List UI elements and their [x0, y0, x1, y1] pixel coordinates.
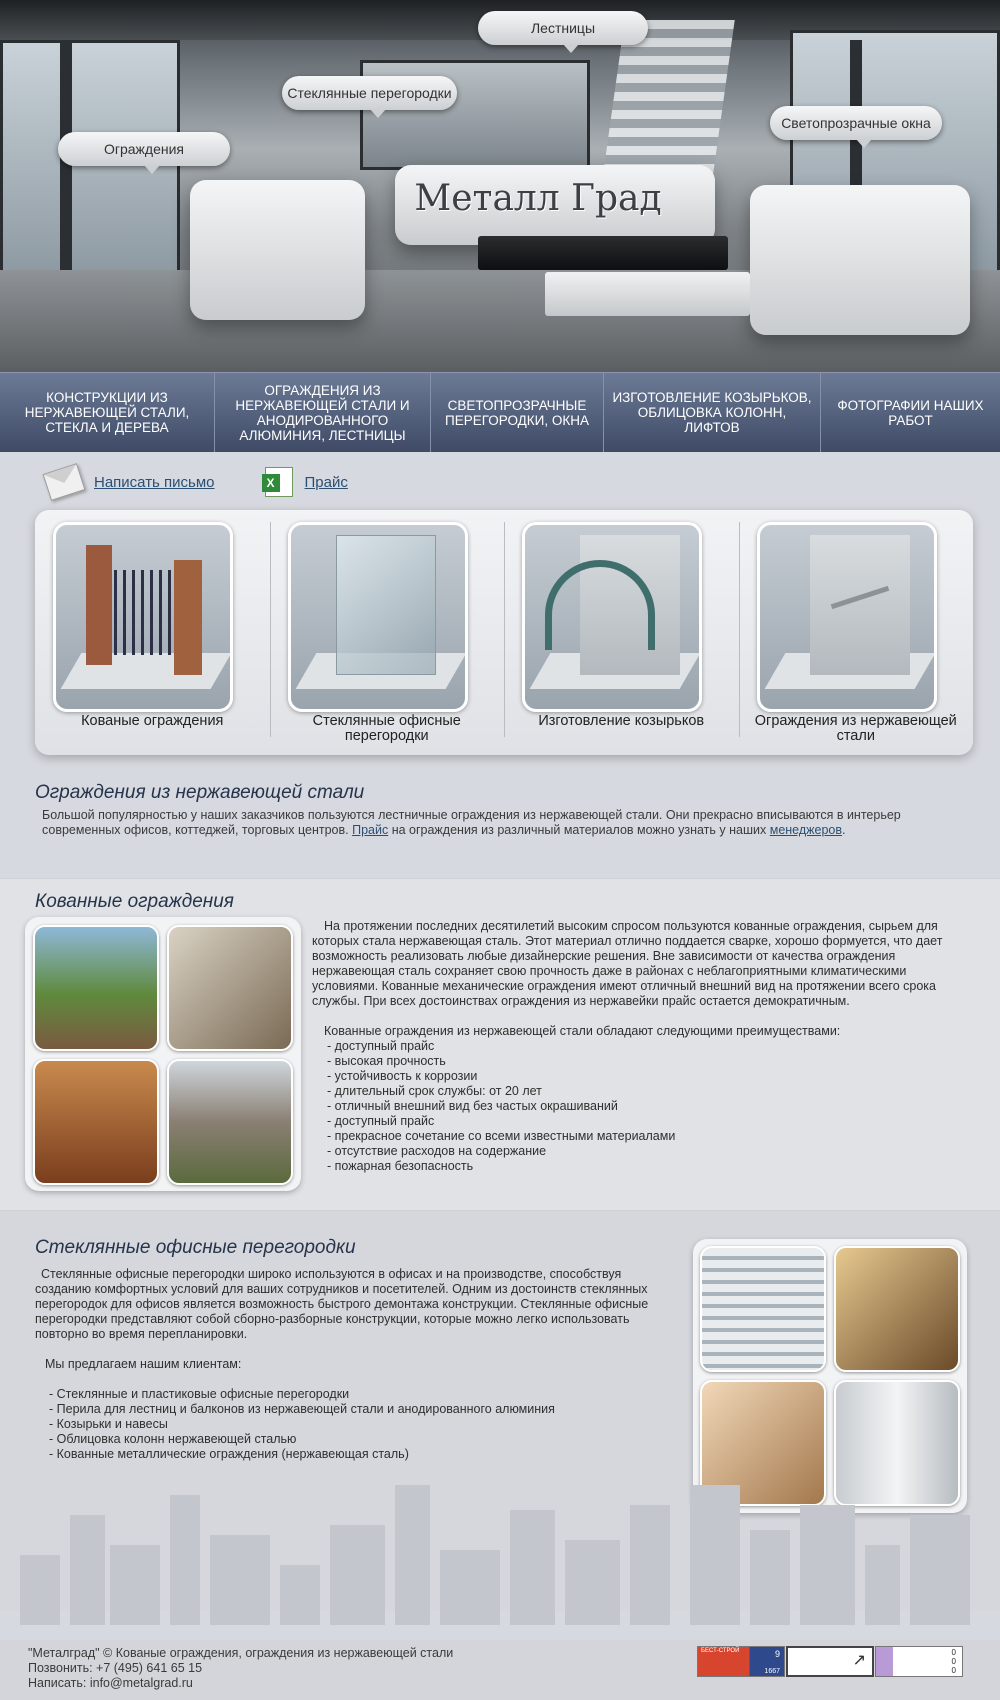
gallery-photo[interactable]	[700, 1246, 826, 1372]
section-text: На протяжении последних десятилетий высоким спросом пользуются кованные ограждения, сырьем для которых стала нержавеющая сталь. Этот материал отлично поддается сварке, хорошо формуется, что дает возможность реализовать любые дизайнерские решения. Вне зависимости от качества ограждения нержавеющая сталь сохраняет свою прочность даже в районах с неблагоприятными климатическими условиями. Кованные механические ограждения имеют отличный внешний вид на протяжении всего срока службы. При всех достоинствах ограждения из нержавейки прайс остается демократичным. Кованные ограждения из нержавеющей стали обладают следующими преимуществами: - доступный прайс - высокая прочность - устойчивость к коррозии - длительный срок службы: от 20 лет - отличный внешний вид без частых окрашиваний - доступный прайс - прекрасное сочетание со всеми известными материалами - отсутствие расходов на содержание - пожарная безопасность	[312, 919, 972, 1174]
section-stainless	[0, 760, 1000, 878]
nav-item-canopies[interactable]: ИЗГОТОВЛЕНИЕ КОЗЫРЬКОВ, ОБЛИЦОВКА КОЛОНН, ЛИФТОВ	[604, 373, 821, 452]
mail-link[interactable]	[46, 468, 215, 496]
product-image-stainless-fence[interactable]	[757, 522, 937, 712]
product-card[interactable]	[739, 510, 974, 755]
price-link[interactable]	[265, 467, 348, 497]
envelope-icon	[43, 463, 86, 501]
counters	[697, 1646, 964, 1677]
city-skyline	[0, 1465, 1000, 1625]
gallery-photo[interactable]	[167, 925, 293, 1051]
advantages-list	[327, 1039, 972, 1174]
bubble-glass-partitions[interactable]: Стеклянные перегородки	[282, 76, 457, 110]
gallery-photo[interactable]	[33, 925, 159, 1051]
section-title: Стеклянные офисные перегородки	[35, 1237, 356, 1258]
hero-armchair-right	[750, 185, 970, 335]
footer-info	[28, 1646, 453, 1691]
product-title[interactable]: Ограждения из нержавеющей стали	[754, 713, 957, 744]
gallery-photo[interactable]	[834, 1246, 960, 1372]
bubble-stairs[interactable]: Лестницы	[478, 11, 648, 45]
gallery-photo[interactable]	[33, 1059, 159, 1185]
list-item: - отсутствие расходов на содержание	[327, 1144, 547, 1158]
nav-item-partitions[interactable]: СВЕТОПРОЗРАЧНЫЕ ПЕРЕГОРОДКИ, ОКНА	[431, 373, 604, 452]
list-item: - Облицовка колонн нержавеющей сталью	[49, 1432, 297, 1446]
product-image-canopy[interactable]	[522, 522, 702, 712]
counter-liveinternet[interactable]	[786, 1646, 874, 1677]
counter-best-stroy[interactable]: БЕСТ-СТРОЙ 9 1667	[697, 1646, 785, 1677]
mail-link-label[interactable]: Написать письмо	[94, 473, 215, 491]
price-inline-link[interactable]: Прайс	[352, 823, 389, 837]
product-image-forged-fence[interactable]	[53, 522, 233, 712]
counter-rambler[interactable]: 0 0 0	[875, 1646, 963, 1677]
hero-table	[478, 236, 728, 270]
section-text: Стеклянные офисные перегородки широко используются в офисах и на производстве, способствуя созданию комфортных условий для ваших сотрудников и посетителей. Одним из достоинств стеклянных перегородок для офисов является возможность быстрого демонтажа конструкции. Стеклянные офисные перегородки представляют собой сборно-разборные конструкции, которые можно легко использовать повторно во время перепланировки. Мы предлагаем нашим клиентам: - Стеклянные и пластиковые офисные перегородки - Перила для лестниц и балконов из нержавеющей стали и анодированного алюминия - Козырьки и навесы - Облицовка колонн нержавеющей сталью - Кованные металлические ограждения (нержавеющая сталь)	[35, 1267, 675, 1462]
list-item: - длительный срок службы: от 20 лет	[327, 1084, 542, 1098]
footer-email[interactable]: Написать: info@metalgrad.ru	[28, 1676, 193, 1690]
list-item: - отличный внешний вид без частых окрашиваний	[327, 1099, 618, 1113]
main-nav	[0, 372, 1000, 452]
section-title: Кованные ограждения	[35, 891, 234, 912]
offer-list	[49, 1387, 675, 1462]
product-panel	[35, 510, 973, 755]
section-forged	[0, 878, 1000, 1211]
arrow-icon: ↗	[852, 1652, 866, 1669]
list-item: - Козырьки и навесы	[49, 1417, 168, 1431]
list-item: - доступный прайс	[327, 1039, 435, 1053]
bubble-fences[interactable]: Ограждения	[58, 132, 230, 166]
list-item: - Стеклянные и пластиковые офисные перегородки	[49, 1387, 350, 1401]
bubble-windows[interactable]: Светопрозрачные окна	[770, 106, 942, 140]
list-item: - Перила для лестниц и балконов из нержавеющей стали и анодированного алюминия	[49, 1402, 555, 1416]
section-title: Ограждения из нержавеющей стали	[35, 782, 365, 803]
list-item: - пожарная безопасность	[327, 1159, 474, 1173]
nav-item-photos[interactable]: ФОТОГРАФИИ НАШИХ РАБОТ	[837, 397, 984, 428]
footer-phone[interactable]: Позвонить: +7 (495) 641 65 15	[28, 1661, 203, 1675]
product-title[interactable]: Кованые ограждения	[81, 713, 224, 729]
hero-banner	[0, 0, 1000, 372]
product-title[interactable]: Изготовление козырьков	[538, 713, 705, 729]
list-item: - высокая прочность	[327, 1054, 446, 1068]
site-logo[interactable]: Металл Град	[414, 178, 662, 219]
managers-link[interactable]: менеджеров	[769, 823, 843, 837]
gallery-photo[interactable]	[167, 1059, 293, 1185]
nav-item-fences[interactable]: ОГРАЖДЕНИЯ ИЗ НЕРЖАВЕЮЩЕЙ СТАЛИ И АНОДИРОВАННОГО АЛЮМИНИЯ, ЛЕСТНИЦЫ	[215, 373, 431, 452]
hero-armchair-left	[190, 180, 365, 320]
excel-icon: X	[265, 467, 293, 497]
nav-item-constructions[interactable]: КОНСТРУКЦИИ ИЗ НЕРЖАВЕЮЩЕЙ СТАЛИ, СТЕКЛА И ДЕРЕВА	[0, 373, 215, 452]
hero-table-low	[545, 272, 750, 316]
product-card[interactable]	[270, 510, 505, 755]
section-text: Большой популярностью у наших заказчиков пользуются лестничные ограждения из нержавеющей стали. Они прекрасно вписываются в интерьер современных офисов, коттеджей, торговых центров. Прайс на ограждения из различный материалов можно узнать у наших менеджеров.	[42, 808, 901, 837]
price-link-label[interactable]: Прайс	[304, 473, 348, 491]
list-item: - прекрасное сочетание со всеми известными материалами	[327, 1129, 676, 1143]
list-item: - доступный прайс	[327, 1114, 435, 1128]
product-card[interactable]	[35, 510, 270, 755]
quick-links	[46, 466, 398, 498]
product-title[interactable]: Стеклянные офисные перегородки	[312, 713, 461, 744]
product-image-glass-partition[interactable]	[288, 522, 468, 712]
list-item: - устойчивость к коррозии	[327, 1069, 478, 1083]
product-card[interactable]	[504, 510, 739, 755]
list-item: - Кованные металлические ограждения (нержавеющая сталь)	[49, 1447, 409, 1461]
footer-copyright: "Металград" © Кованые ограждения, ограждения из нержавеющей стали	[28, 1646, 454, 1660]
footer	[0, 1640, 1000, 1700]
forged-gallery	[25, 917, 301, 1191]
